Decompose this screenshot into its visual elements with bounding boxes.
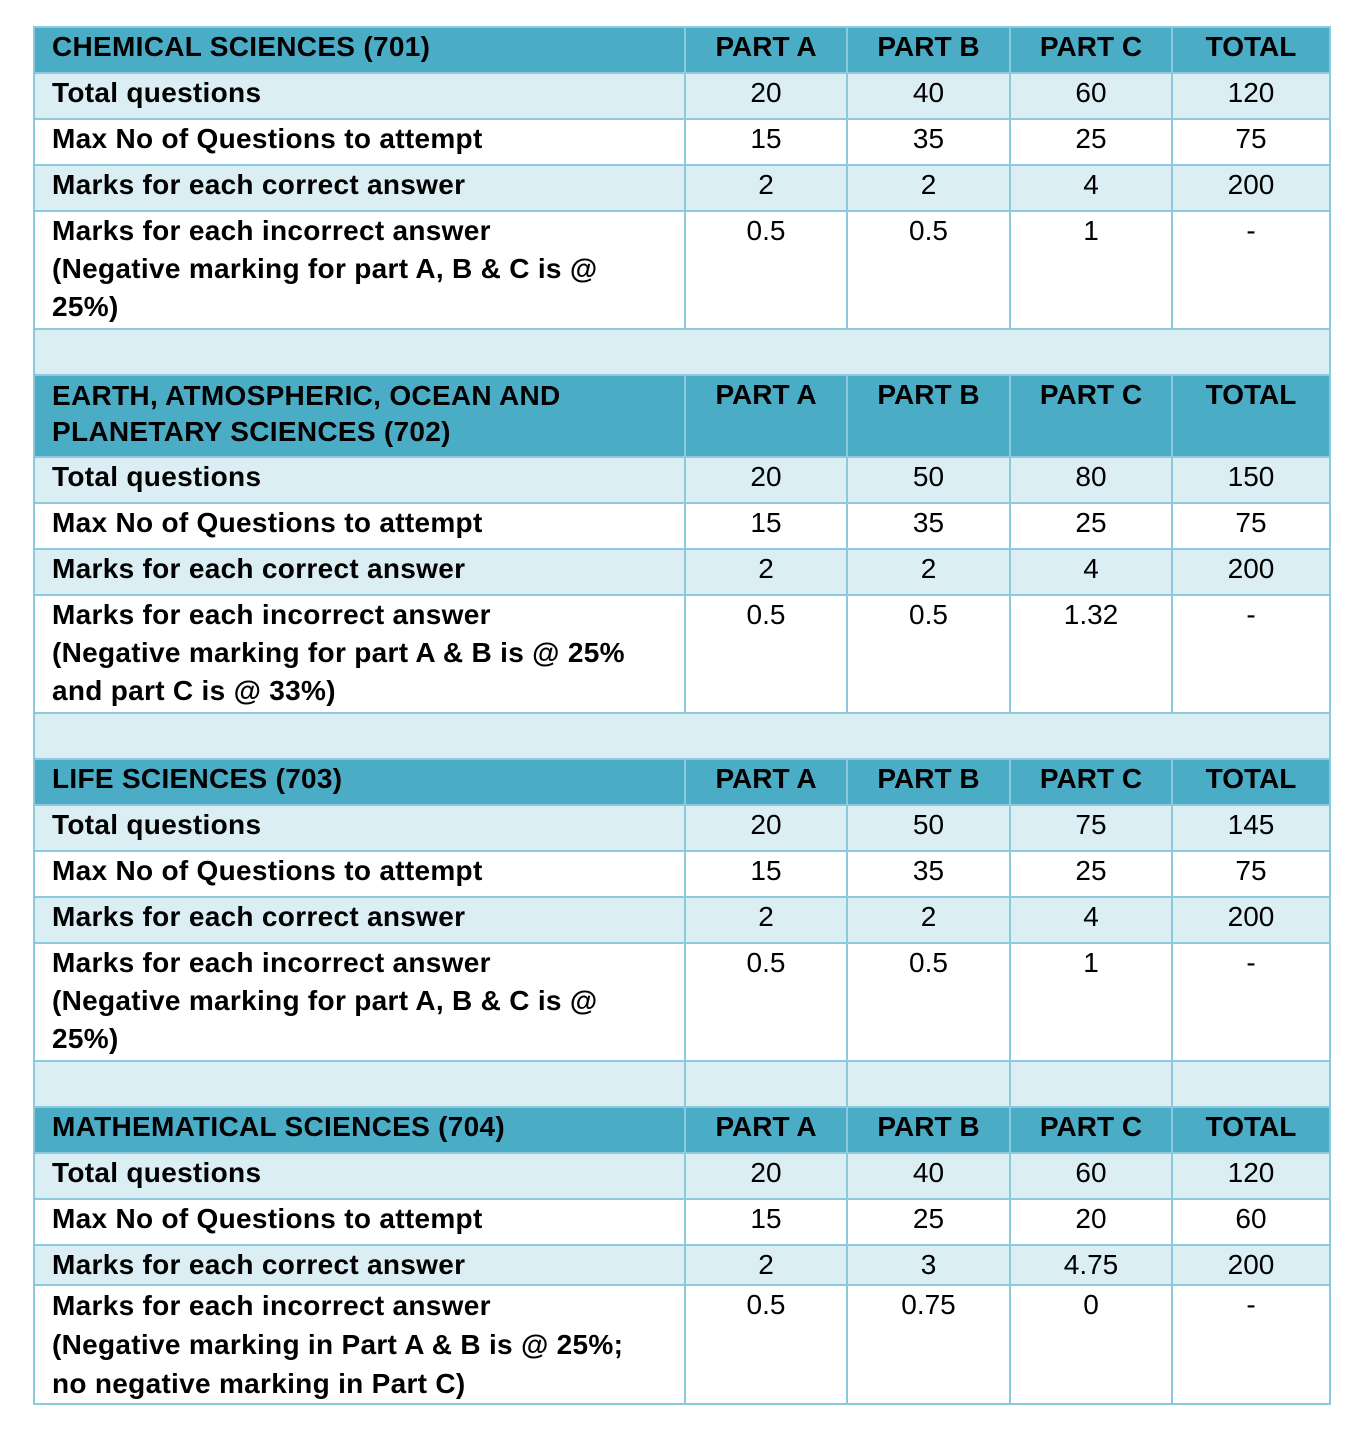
cell-part-c: 1.32: [1010, 595, 1172, 713]
section-title: LIFE SCIENCES (703): [34, 759, 685, 805]
cell-part-c: 0: [1010, 1285, 1172, 1404]
cell-total: 75: [1172, 119, 1330, 165]
cell-part-c: 25: [1010, 851, 1172, 897]
cell-part-a: 0.5: [685, 595, 847, 713]
section-header-row: [34, 759, 1330, 805]
cell-part-b: 35: [847, 119, 1010, 165]
cell-part-b: 35: [847, 503, 1010, 549]
section-title: MATHEMATICAL SCIENCES (704): [34, 1107, 685, 1153]
cell-part-b: 40: [847, 73, 1010, 119]
table-row: [34, 1153, 1330, 1199]
row-label: [34, 595, 685, 713]
row-label-main: Marks for each incorrect answer: [52, 947, 491, 978]
row-label: [34, 1285, 685, 1404]
table-row: [34, 1199, 1330, 1245]
table-row: [34, 851, 1330, 897]
cell-part-a: 0.5: [685, 1285, 847, 1404]
table-row: [34, 165, 1330, 211]
row-label-note: (Negative marking for part A, B & C is @ 25%): [52, 985, 598, 1054]
cell-part-a: 15: [685, 1199, 847, 1245]
col-header-part-b: PART B: [847, 375, 1010, 457]
section-title-line1: EARTH, ATMOSPHERIC, OCEAN AND: [52, 380, 561, 411]
spacer-row: [34, 329, 1330, 375]
cell-part-c: 60: [1010, 73, 1172, 119]
col-header-part-c: PART C: [1010, 27, 1172, 73]
cell-part-c: 20: [1010, 1199, 1172, 1245]
row-label-main: Marks for each incorrect answer: [52, 215, 491, 246]
cell-part-b: 2: [847, 549, 1010, 595]
table-row: [34, 503, 1330, 549]
cell-part-b: 50: [847, 457, 1010, 503]
col-header-total: TOTAL: [1172, 27, 1330, 73]
cell-part-c: 25: [1010, 503, 1172, 549]
section-title: [34, 375, 685, 457]
cell-part-b: 25: [847, 1199, 1010, 1245]
cell-part-c: 1: [1010, 943, 1172, 1061]
cell-part-b: 3: [847, 1245, 1010, 1285]
table-row: [34, 457, 1330, 503]
spacer-row: [34, 713, 1330, 759]
col-header-part-a: PART A: [685, 1107, 847, 1153]
cell-part-a: 0.5: [685, 211, 847, 329]
row-label: Total questions: [34, 1153, 685, 1199]
spacer-row: [34, 1061, 1330, 1107]
cell-part-a: 15: [685, 851, 847, 897]
row-label: [34, 211, 685, 329]
section-header-row: [34, 375, 1330, 457]
row-label: Max No of Questions to attempt: [34, 503, 685, 549]
row-label: Total questions: [34, 457, 685, 503]
cell-part-b: 35: [847, 851, 1010, 897]
col-header-total: TOTAL: [1172, 759, 1330, 805]
col-header-part-c: PART C: [1010, 759, 1172, 805]
table-row: [34, 1285, 1330, 1404]
cell-part-b: 2: [847, 165, 1010, 211]
cell-part-a: 2: [685, 897, 847, 943]
cell-part-b: 0.5: [847, 943, 1010, 1061]
cell-part-c: 25: [1010, 119, 1172, 165]
cell-total: 120: [1172, 73, 1330, 119]
cell-part-c: 4.75: [1010, 1245, 1172, 1285]
cell-total: 120: [1172, 1153, 1330, 1199]
row-label: Total questions: [34, 73, 685, 119]
col-header-part-b: PART B: [847, 759, 1010, 805]
table-row: [34, 211, 1330, 329]
row-label-main: Marks for each incorrect answer: [52, 1290, 491, 1321]
cell-part-a: 15: [685, 503, 847, 549]
row-label: Marks for each correct answer: [34, 165, 685, 211]
cell-total: 200: [1172, 897, 1330, 943]
cell-total: 75: [1172, 503, 1330, 549]
row-label: Total questions: [34, 805, 685, 851]
row-label-note: (Negative marking for part A & B is @ 25% and part C is @ 33%): [52, 637, 625, 706]
cell-part-c: 80: [1010, 457, 1172, 503]
col-header-part-a: PART A: [685, 27, 847, 73]
cell-part-c: 4: [1010, 549, 1172, 595]
row-label: Marks for each correct answer: [34, 897, 685, 943]
cell-part-b: 0.5: [847, 595, 1010, 713]
col-header-part-c: PART C: [1010, 375, 1172, 457]
section-title: CHEMICAL SCIENCES (701): [34, 27, 685, 73]
cell-total: -: [1172, 595, 1330, 713]
cell-part-a: 2: [685, 165, 847, 211]
col-header-part-a: PART A: [685, 375, 847, 457]
cell-part-c: 60: [1010, 1153, 1172, 1199]
cell-part-b: 50: [847, 805, 1010, 851]
cell-part-a: 20: [685, 805, 847, 851]
table-row: [34, 897, 1330, 943]
cell-part-a: 20: [685, 1153, 847, 1199]
row-label: Marks for each correct answer: [34, 549, 685, 595]
row-label-note: (Negative marking for part A, B & C is @ 25%): [52, 253, 598, 322]
col-header-total: TOTAL: [1172, 375, 1330, 457]
col-header-part-a: PART A: [685, 759, 847, 805]
row-label: Max No of Questions to attempt: [34, 119, 685, 165]
row-label: Max No of Questions to attempt: [34, 1199, 685, 1245]
cell-part-c: 4: [1010, 165, 1172, 211]
cell-part-a: 15: [685, 119, 847, 165]
cell-part-a: 2: [685, 1245, 847, 1285]
cell-part-a: 20: [685, 457, 847, 503]
col-header-part-b: PART B: [847, 1107, 1010, 1153]
section-header-row: [34, 1107, 1330, 1153]
table-row: [34, 1245, 1330, 1285]
cell-total: 200: [1172, 549, 1330, 595]
cell-part-c: 4: [1010, 897, 1172, 943]
table-row: [34, 119, 1330, 165]
row-label: Max No of Questions to attempt: [34, 851, 685, 897]
cell-total: 200: [1172, 165, 1330, 211]
cell-total: -: [1172, 1285, 1330, 1404]
cell-total: 60: [1172, 1199, 1330, 1245]
cell-part-b: 0.75: [847, 1285, 1010, 1404]
col-header-part-c: PART C: [1010, 1107, 1172, 1153]
row-label: [34, 943, 685, 1061]
cell-part-b: 0.5: [847, 211, 1010, 329]
row-label-main: Marks for each incorrect answer: [52, 599, 491, 630]
table-row: [34, 805, 1330, 851]
row-label: Marks for each correct answer: [34, 1245, 685, 1285]
cell-total: 75: [1172, 851, 1330, 897]
row-label-note: (Negative marking in Part A & B is @ 25%; no negative marking in Part C): [52, 1329, 624, 1399]
exam-pattern-table: [33, 26, 1331, 1405]
cell-part-b: 2: [847, 897, 1010, 943]
col-header-total: TOTAL: [1172, 1107, 1330, 1153]
cell-part-a: 0.5: [685, 943, 847, 1061]
cell-total: -: [1172, 211, 1330, 329]
table-row: [34, 73, 1330, 119]
col-header-part-b: PART B: [847, 27, 1010, 73]
table-row: [34, 595, 1330, 713]
cell-total: 150: [1172, 457, 1330, 503]
cell-part-b: 40: [847, 1153, 1010, 1199]
cell-part-a: 20: [685, 73, 847, 119]
cell-part-c: 1: [1010, 211, 1172, 329]
cell-total: -: [1172, 943, 1330, 1061]
section-title-line2: PLANETARY SCIENCES (702): [52, 416, 451, 447]
table-row: [34, 549, 1330, 595]
section-header-row: [34, 27, 1330, 73]
cell-total: 200: [1172, 1245, 1330, 1285]
table-row: [34, 943, 1330, 1061]
cell-part-c: 75: [1010, 805, 1172, 851]
cell-total: 145: [1172, 805, 1330, 851]
cell-part-a: 2: [685, 549, 847, 595]
